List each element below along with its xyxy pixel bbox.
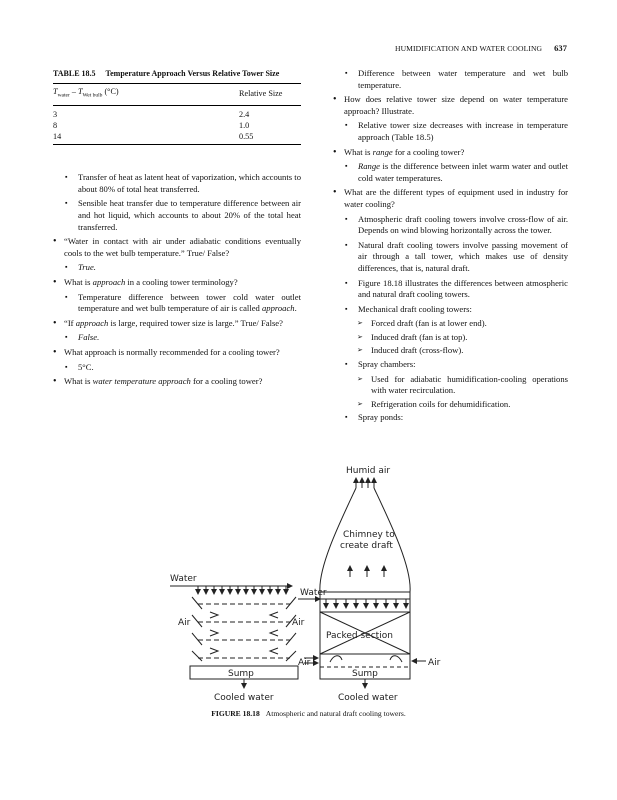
air-arrows-right — [304, 656, 426, 663]
table-title: Temperature Approach Versus Relative Tower Size — [105, 69, 280, 78]
list-item: ▪ Range is the difference between inlet warm water and outlet cold water temperatures. — [333, 161, 568, 184]
label-cooled-right: Cooled water — [338, 693, 398, 703]
list-item: ▪ Mechanical draft cooling towers: — [333, 304, 568, 316]
list-item: ▪ Relative tower size decreases with increase in temperature approach (Table 18.5) — [333, 120, 568, 143]
cooling-tower-figure — [170, 462, 470, 704]
list-item: ▪ False. — [53, 332, 301, 344]
table-row: 8 1.0 — [53, 121, 250, 131]
list-item: ➢ Refrigeration coils for dehumidification. — [333, 399, 568, 411]
natural-draft-tower — [320, 488, 410, 679]
right-list — [333, 68, 568, 424]
figure-caption-text: Atmospheric and natural draft cooling towers. — [265, 709, 406, 718]
list-item: ▪ Atmospheric draft cooling towers involve cross-flow of air. Depends on wind blowing horizontally across the tower. — [333, 214, 568, 237]
list-item: ➢ Induced draft (fan is at top). — [333, 332, 568, 344]
list-item: • “If approach is large, required tower size is large.” True/ False? — [53, 318, 301, 330]
list-item: • What is approach in a cooling tower terminology? — [53, 277, 301, 289]
label-sump-left: Sump — [228, 669, 254, 679]
list-item: • What approach is normally recommended for a cooling tower? — [53, 347, 301, 359]
list-item: ▪ Sensible heat transfer due to temperature difference between air and hot liquid, which accounts to about 20% of the total heat transferred. — [53, 198, 301, 233]
label-sump-right: Sump — [352, 669, 378, 679]
table-row: 14 0.55 — [53, 131, 301, 145]
left-column — [53, 68, 301, 391]
table-row: 3 2.4 — [53, 110, 250, 120]
list-item: ➢ Forced draft (fan is at lower end). — [333, 318, 568, 330]
label-water-left: Water — [170, 574, 197, 584]
list-item: ▪ Spray ponds: — [333, 412, 568, 424]
list-item: ➢ Induced draft (cross-flow). — [333, 345, 568, 357]
table-label: TABLE 18.5 — [53, 69, 96, 78]
list-item: • What is water temperature approach for a cooling tower? — [53, 376, 301, 388]
table-header-diff: $T_{water} - T_{Wet bulb}$ (°C) — [53, 84, 239, 106]
label-chimney-1: Chimney to — [343, 530, 395, 540]
label-cooled-left: Cooled water — [214, 693, 274, 703]
list-item: • “Water in contact with air under adiabatic conditions eventually cools to the wet bulb temperature.” True/ False? — [53, 236, 301, 259]
list-item: • How does relative tower size depend on water temperature approach? Illustrate. — [333, 94, 568, 117]
table-header-row — [53, 84, 301, 106]
running-header — [395, 44, 567, 53]
page-number: 637 — [554, 44, 567, 53]
list-item: ▪ Temperature difference between tower cold water outlet temperature and wet bulb temperature of air is called approach. — [53, 292, 301, 315]
list-item: ▪ Spray chambers: — [333, 359, 568, 371]
list-item: • What is range for a cooling tower? — [333, 147, 568, 159]
list-item: ▪ True. — [53, 262, 301, 274]
label-air-bottom-right: Air — [428, 658, 441, 668]
list-item: ▪ Figure 18.18 illustrates the differences between atmospheric and natural draft cooling towers. — [333, 278, 568, 301]
label-water-right: Water — [300, 588, 327, 598]
table-caption — [53, 68, 301, 79]
list-item: ➢ Used for adiabatic humidification-cooling operations with water recirculation. — [333, 374, 568, 397]
right-column — [333, 68, 568, 427]
list-item: ▪ 5°C. — [53, 362, 301, 374]
list-item: ▪ Natural draft cooling towers involve passing movement of air through a tall tower, which makes use of density differences, that is, natural draft. — [333, 240, 568, 275]
approach-table — [53, 83, 301, 145]
figure-label: FIGURE 18.18 — [211, 709, 260, 718]
list-item: ▪ Difference between water temperature and wet bulb temperature. — [333, 68, 568, 91]
label-humid-air: Humid air — [346, 466, 391, 476]
humid-air-arrows — [350, 478, 384, 577]
label-air-mid: Air — [292, 618, 305, 628]
table-header-size: Relative Size — [239, 84, 301, 106]
left-list — [53, 172, 301, 388]
list-item: • What are the different types of equipment used in industry for water cooling? — [333, 187, 568, 210]
label-air-left: Air — [178, 618, 191, 628]
label-chimney-2: create draft — [340, 541, 393, 551]
label-air-bottom-left: Air — [298, 658, 311, 668]
label-packed-section: Packed section — [326, 631, 393, 641]
list-item: ▪ Transfer of heat as latent heat of vaporization, which accounts to about 80% of total heat transferred. — [53, 172, 301, 195]
figure-caption — [0, 709, 617, 718]
water-spray-right — [298, 599, 410, 608]
running-title: HUMIDIFICATION AND WATER COOLING — [395, 44, 543, 53]
